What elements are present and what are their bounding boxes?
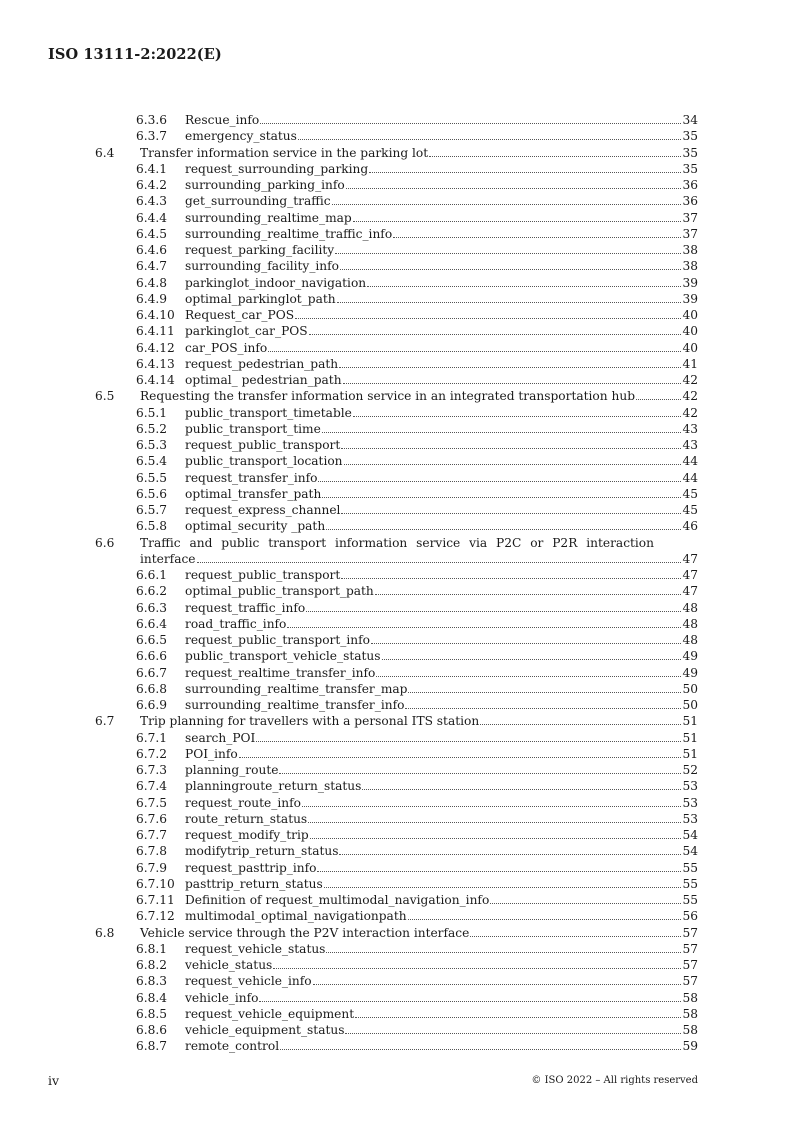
toc-entry-title[interactable]: Vehicle service through the P2V interaction interface	[140, 925, 470, 940]
toc-entry-title[interactable]: surrounding_realtime_transfer_info	[185, 698, 405, 712]
dot-leader	[260, 112, 681, 124]
toc-entry-title[interactable]: route_return_status	[185, 811, 308, 826]
toc-entry-number: 6.4.5	[136, 226, 168, 241]
dot-leader	[343, 372, 682, 384]
toc-entry-page: 54	[682, 844, 698, 859]
toc-entry-page: 57	[682, 958, 698, 972]
dot-leader	[335, 242, 681, 254]
dot-leader	[376, 665, 681, 677]
dot-leader	[341, 567, 681, 579]
toc-entry-title[interactable]: request_vehicle_equipment	[185, 1006, 355, 1021]
toc-entry[interactable]	[0, 405, 793, 421]
dot-leader	[344, 453, 682, 465]
dot-leader	[273, 957, 681, 969]
toc-entry-number: 6.7.9	[136, 860, 168, 875]
toc-entry-number: 6.5.3	[136, 438, 168, 452]
toc-entry-number: 6.4.10	[136, 308, 175, 322]
toc-entry[interactable]	[0, 973, 793, 989]
toc-entry-number: 6.6	[95, 535, 115, 550]
toc-entry-number: 6.4.8	[136, 275, 168, 290]
dot-leader	[353, 210, 682, 222]
toc-entry-title[interactable]: planning_route	[185, 763, 279, 777]
toc-entry[interactable]	[0, 697, 793, 713]
toc-entry-number: 6.4.7	[136, 259, 168, 274]
toc-entry-title[interactable]: request_parking_facility	[185, 243, 335, 257]
toc-entry-title[interactable]: request_transfer_info	[185, 470, 318, 485]
toc-entry-number: 6.5.2	[136, 421, 168, 436]
toc-entry[interactable]	[0, 876, 793, 892]
toc-entry[interactable]	[0, 632, 793, 648]
toc-entry-page: 35	[682, 145, 698, 160]
toc-entry-number: 6.4.6	[136, 243, 168, 257]
toc-entry-page: 42	[682, 405, 698, 420]
toc-entry[interactable]	[0, 453, 793, 469]
toc-entry-number: 6.5.7	[136, 503, 168, 517]
toc-entry[interactable]	[0, 860, 793, 876]
toc-entry-number: 6.6.4	[136, 616, 168, 631]
toc-entry[interactable]	[0, 925, 793, 941]
dot-leader	[367, 275, 681, 287]
toc-entry-page: 57	[682, 941, 698, 956]
toc-entry[interactable]	[0, 1022, 793, 1038]
toc-entry-page: 58	[682, 1006, 698, 1021]
toc-entry[interactable]	[0, 177, 793, 193]
toc-entry-page: 41	[682, 356, 698, 371]
toc-entry[interactable]	[0, 161, 793, 177]
toc-entry-title[interactable]: vehicle_info	[185, 990, 259, 1005]
toc-entry-page: 45	[682, 503, 698, 517]
toc-entry-number: 6.8	[95, 925, 115, 940]
toc-entry-title[interactable]: vehicle_equipment_status	[185, 1023, 345, 1037]
toc-entry-page: 46	[682, 519, 698, 534]
dot-leader	[375, 583, 682, 595]
toc-entry-number: 6.4.11	[136, 324, 175, 339]
toc-entry[interactable]	[0, 470, 793, 486]
dot-leader	[239, 746, 682, 758]
toc-entry-number: 6.4.9	[136, 291, 168, 306]
toc-entry-title[interactable]: optimal_transfer_path	[185, 486, 322, 501]
dot-leader	[340, 258, 681, 270]
toc-entry-page: 55	[682, 876, 698, 891]
toc-entry[interactable]	[0, 795, 793, 811]
toc-entry-number: 6.8.3	[136, 974, 168, 989]
toc-entry-title[interactable]: interface	[140, 551, 196, 566]
toc-entry-title[interactable]: get_surrounding_traffic	[185, 194, 331, 209]
toc-entry-title[interactable]: search_POI	[185, 730, 256, 745]
toc-entry[interactable]	[0, 762, 793, 778]
toc-entry-number: 6.5	[95, 389, 115, 404]
toc-entry-number: 6.8.5	[136, 1006, 168, 1021]
dot-leader	[256, 730, 681, 742]
toc-entry-title[interactable]: request_route_info	[185, 795, 301, 810]
toc-entry[interactable]	[0, 811, 793, 827]
toc-entry-title[interactable]: request_public_transport	[185, 438, 341, 452]
toc-entry-title[interactable]: parkinglot_car_POS	[185, 324, 308, 339]
dot-leader	[324, 876, 682, 888]
toc-entry[interactable]	[0, 502, 793, 518]
toc-entry-title[interactable]: request_vehicle_info	[185, 974, 312, 989]
toc-entry-page: 51	[682, 730, 698, 745]
toc-entry-page: 43	[682, 421, 698, 436]
toc-entry[interactable]	[0, 746, 793, 762]
dot-leader	[339, 843, 681, 855]
dot-leader	[341, 502, 681, 514]
toc-entry-number: 6.4.14	[136, 373, 175, 387]
toc-entry-page: 55	[682, 893, 698, 907]
toc-entry-title[interactable]: road_traffic_info	[185, 616, 287, 631]
dot-leader	[313, 973, 682, 985]
dot-leader	[362, 778, 681, 790]
toc-entry[interactable]	[0, 551, 793, 567]
toc-entry-title[interactable]: request_public_transport_info	[185, 633, 370, 647]
toc-entry-number: 6.4.12	[136, 340, 175, 355]
toc-entry-title[interactable]: request_public_transport	[185, 568, 341, 582]
toc-entry-page: 54	[682, 828, 698, 842]
toc-entry[interactable]	[0, 340, 793, 356]
toc-entry-number: 6.4.1	[136, 161, 168, 176]
toc-entry-number: 6.4.3	[136, 194, 168, 209]
toc-entry-number: 6.6.3	[136, 600, 168, 615]
toc-entry-number: 6.5.6	[136, 486, 168, 501]
toc-entry-title[interactable]: request_realtime_transfer_info	[185, 665, 376, 680]
toc-entry-number: 6.6.2	[136, 584, 168, 599]
dot-leader	[326, 941, 681, 953]
toc-entry-page: 57	[682, 925, 698, 940]
toc-entry-page: 56	[682, 909, 698, 924]
toc-entry-title[interactable]: request_vehicle_status	[185, 941, 326, 956]
toc-entry[interactable]	[0, 778, 793, 794]
dot-leader	[268, 340, 681, 352]
toc-entry-number: 6.5.1	[136, 405, 168, 420]
dot-leader	[322, 486, 681, 498]
toc-entry-page: 51	[682, 714, 698, 729]
dot-leader	[429, 145, 681, 157]
toc-entry-page: 35	[682, 129, 698, 144]
dot-leader	[259, 990, 681, 1002]
toc-entry-page: 36	[682, 194, 698, 209]
toc-entry-title[interactable]: surrounding_realtime_map	[185, 210, 352, 225]
toc-entry[interactable]	[0, 957, 793, 973]
toc-entry-title[interactable]: public_transport_location	[185, 454, 343, 469]
toc-entry-number: 6.7.8	[136, 844, 168, 859]
toc-entry[interactable]	[0, 583, 793, 599]
toc-entry-page: 58	[682, 990, 698, 1005]
dot-leader	[408, 908, 682, 920]
toc-entry-title[interactable]: emergency_status	[185, 129, 297, 144]
dot-leader	[345, 1022, 681, 1034]
toc-entry-page: 48	[682, 600, 698, 615]
dot-leader	[197, 551, 682, 563]
toc-entry[interactable]	[0, 567, 793, 583]
toc-entry-title[interactable]: Transfer information service in the parking lot	[140, 145, 429, 160]
document-id-header: ISO 13111-2:2022(E)	[48, 46, 222, 63]
toc-entry-number: 6.5.5	[136, 470, 168, 485]
toc-entry-page: 38	[682, 259, 698, 274]
toc-entry-page: 58	[682, 1023, 698, 1037]
toc-entry-page: 37	[682, 226, 698, 241]
toc-entry[interactable]	[0, 421, 793, 437]
toc-entry-page: 59	[682, 1039, 698, 1054]
toc-entry[interactable]	[0, 128, 793, 144]
toc-entry-number: 6.8.2	[136, 958, 168, 972]
toc-entry[interactable]	[0, 258, 793, 274]
toc-entry-title[interactable]: pasttrip_return_status	[185, 876, 323, 891]
toc-entry-number: 6.4.4	[136, 210, 168, 225]
toc-entry-page: 43	[682, 438, 698, 452]
toc-entry-page: 39	[682, 275, 698, 290]
dot-leader	[309, 323, 682, 335]
toc-entry-number: 6.7.5	[136, 795, 168, 810]
dot-leader	[318, 470, 681, 482]
dot-leader	[337, 291, 682, 303]
toc-entry-page: 55	[682, 860, 698, 875]
toc-entry-page: 47	[682, 568, 698, 582]
toc-entry-number: 6.8.6	[136, 1023, 168, 1037]
toc-entry-title[interactable]: POI_info	[185, 746, 238, 761]
toc-entry[interactable]	[0, 827, 793, 843]
toc-entry-title[interactable]: optimal_parkinglot_path	[185, 291, 336, 306]
toc-entry-number: 6.7.7	[136, 828, 168, 842]
toc-entry-title[interactable]: Definition of request_multimodal_navigation_info	[185, 893, 490, 907]
toc-entry-page: 40	[682, 340, 698, 355]
toc-entry-title[interactable]: surrounding_parking_info	[185, 178, 345, 192]
toc-entry-title[interactable]: Requesting the transfer information service in an integrated transportation hub	[140, 389, 635, 404]
toc-entry-title[interactable]: request_modify_trip	[185, 828, 309, 842]
toc-entry-title[interactable]: surrounding_facility_info	[185, 259, 340, 274]
toc-entry[interactable]	[0, 307, 793, 323]
dot-leader	[298, 128, 682, 140]
toc-entry-page: 34	[682, 113, 698, 127]
dot-leader	[287, 616, 681, 628]
toc-entry[interactable]	[0, 437, 793, 453]
toc-entry-page: 39	[682, 291, 698, 306]
toc-entry-number: 6.6.8	[136, 681, 168, 696]
toc-entry[interactable]	[0, 681, 793, 697]
toc-entry-title[interactable]: planningroute_return_status	[185, 779, 362, 794]
toc-entry-title[interactable]: Rescue_info	[185, 113, 260, 127]
toc-entry-page: 52	[682, 763, 698, 777]
toc-entry-page: 35	[682, 161, 698, 176]
dot-leader	[636, 388, 681, 400]
dot-leader	[317, 860, 681, 872]
toc-entry-number: 6.7	[95, 714, 115, 729]
toc-entry[interactable]	[0, 145, 793, 161]
dot-leader	[280, 1038, 681, 1050]
toc-entry-page: 38	[682, 243, 698, 257]
toc-entry-number: 6.3.7	[136, 129, 168, 144]
toc-entry[interactable]	[0, 1006, 793, 1022]
toc-entry-page: 42	[682, 389, 698, 404]
toc-entry-title[interactable]: request_express_channel	[185, 503, 341, 517]
dot-leader	[353, 405, 682, 417]
toc-entry-number: 6.8.7	[136, 1039, 168, 1054]
toc-entry-number: 6.4.13	[136, 356, 175, 371]
toc-entry[interactable]	[0, 648, 793, 664]
dot-leader	[405, 697, 681, 709]
toc-entry-number: 6.7.12	[136, 909, 175, 924]
dot-leader	[339, 356, 681, 368]
toc-entry-title[interactable]: public_transport_vehicle_status	[185, 649, 381, 664]
toc-entry-title[interactable]: Request_car_POS	[185, 308, 295, 322]
toc-entry-title[interactable]: optimal_security _path	[185, 519, 326, 534]
toc-entry[interactable]	[0, 713, 793, 729]
toc-entry-title[interactable]: request_pedestrian_path	[185, 356, 339, 371]
toc-entry-number: 6.6.6	[136, 649, 168, 664]
toc-entry-number: 6.4	[95, 145, 115, 160]
dot-leader	[295, 307, 681, 319]
dot-leader	[408, 681, 681, 693]
toc-entry[interactable]	[0, 112, 793, 128]
toc-entry[interactable]	[0, 291, 793, 307]
toc-entry-title[interactable]: optimal_public_transport_path	[185, 584, 374, 599]
toc-entry[interactable]	[0, 242, 793, 258]
dot-leader	[490, 892, 681, 904]
toc-entry-page: 40	[682, 308, 698, 322]
toc-entry-page: 53	[682, 811, 698, 826]
toc-entry-title[interactable]: public_transport_time	[185, 421, 321, 436]
dot-leader	[382, 648, 682, 660]
toc-entry-number: 6.6.1	[136, 568, 168, 582]
toc-entry-page: 47	[682, 584, 698, 599]
toc-entry[interactable]	[0, 990, 793, 1006]
dot-leader	[306, 600, 681, 612]
toc-entry-page: 44	[682, 454, 698, 469]
toc-entry-title[interactable]: request_pasttrip_info	[185, 860, 317, 875]
toc-entry-page: 45	[682, 486, 698, 501]
dot-leader	[480, 713, 681, 725]
dot-leader	[326, 518, 681, 530]
dot-leader	[302, 795, 682, 807]
toc-entry-title[interactable]: optimal_ pedestrian_path	[185, 373, 342, 387]
dot-leader	[322, 421, 682, 433]
toc-entry[interactable]	[0, 908, 793, 924]
dot-leader	[332, 193, 682, 205]
toc-entry-page: 50	[682, 698, 698, 712]
toc-entry-number: 6.8.4	[136, 990, 168, 1005]
toc-entry-number: 6.5.4	[136, 454, 168, 469]
toc-entry[interactable]	[0, 941, 793, 957]
toc-entry-title[interactable]: parkinglot_indoor_navigation	[185, 275, 367, 290]
toc-entry-page: 53	[682, 795, 698, 810]
toc-entry-number: 6.7.11	[136, 893, 175, 907]
toc-entry-page: 51	[682, 746, 698, 761]
toc-entry[interactable]	[0, 372, 793, 388]
toc-entry-title[interactable]: multimodal_optimal_navigationpath	[185, 909, 407, 924]
toc-entry[interactable]	[0, 600, 793, 616]
toc-entry[interactable]	[0, 275, 793, 291]
toc-entry-number: 6.7.6	[136, 811, 168, 826]
toc-entry-page: 53	[682, 779, 698, 794]
toc-entry-title[interactable]: Trip planning for travellers with a personal ITS station	[140, 714, 480, 729]
toc-entry-number: 6.7.1	[136, 730, 168, 745]
toc-entry-title[interactable]: request_traffic_info	[185, 600, 306, 615]
dot-leader	[308, 811, 681, 823]
toc-entry[interactable]	[0, 616, 793, 632]
toc-entry-number: 6.3.6	[136, 113, 168, 127]
toc-entry-number: 6.8.1	[136, 941, 168, 956]
toc-entry-title[interactable]: surrounding_realtime_traffic_info	[185, 226, 393, 241]
toc-entry[interactable]	[0, 730, 793, 746]
toc-entry-page: 50	[682, 681, 698, 696]
toc-entry-page: 48	[682, 633, 698, 647]
toc-entry-number: 6.7.3	[136, 763, 168, 777]
toc-entry-title[interactable]: request_surrounding_parking	[185, 161, 369, 176]
toc-entry-page: 49	[682, 665, 698, 680]
toc-entry-page: 48	[682, 616, 698, 631]
toc-entry-number: 6.6.5	[136, 633, 168, 647]
toc-entry-number: 6.4.2	[136, 178, 168, 192]
toc-entry[interactable]	[0, 356, 793, 372]
toc-entry[interactable]	[0, 388, 793, 404]
toc-entry-title[interactable]: modifytrip_return_status	[185, 844, 339, 859]
toc-entry-page: 37	[682, 210, 698, 225]
toc-entry-page: 40	[682, 324, 698, 339]
toc-entry[interactable]	[0, 193, 793, 209]
dot-leader	[346, 177, 682, 189]
toc-entry-number: 6.7.10	[136, 876, 175, 891]
toc-entry-number: 6.5.8	[136, 519, 168, 534]
toc-entry[interactable]	[0, 892, 793, 908]
dot-leader	[371, 632, 682, 644]
toc-entry-number: 6.7.4	[136, 779, 168, 794]
dot-leader	[279, 762, 681, 774]
toc-entry-number: 6.7.2	[136, 746, 168, 761]
toc-entry-page: 36	[682, 178, 698, 192]
dot-leader	[355, 1006, 681, 1018]
toc-entry-title[interactable]: car_POS_info	[185, 340, 268, 355]
toc-entry-number: 6.6.9	[136, 698, 168, 712]
toc-entry[interactable]	[0, 843, 793, 859]
toc-entry-title[interactable]: surrounding_realtime_transfer_map	[185, 681, 408, 696]
toc-entry-page: 47	[682, 551, 698, 566]
toc-entry-page: 44	[682, 470, 698, 485]
toc-entry[interactable]	[0, 665, 793, 681]
dot-leader	[470, 925, 681, 937]
toc-entry[interactable]	[0, 210, 793, 226]
toc-entry[interactable]	[0, 226, 793, 242]
toc-entry-number: 6.6.7	[136, 665, 168, 680]
dot-leader	[341, 437, 681, 449]
toc-entry-title-line1[interactable]: Traffic and public transport information service via P2C or P2R interaction	[140, 535, 654, 550]
toc-entry-title[interactable]: public_transport_timetable	[185, 405, 352, 420]
toc-entry[interactable]	[0, 323, 793, 339]
toc-entry-title[interactable]: remote_control	[185, 1039, 280, 1054]
dot-leader	[393, 226, 681, 238]
toc-entry-page: 42	[682, 373, 698, 387]
toc-entry[interactable]	[0, 486, 793, 502]
toc-entry-page: 49	[682, 649, 698, 664]
toc-entry-page: 57	[682, 974, 698, 989]
toc-entry[interactable]	[0, 1038, 793, 1054]
copyright-notice: © ISO 2022 – All rights reserved	[531, 1075, 698, 1086]
toc-entry-title[interactable]: vehicle_status	[185, 958, 273, 972]
dot-leader	[369, 161, 681, 173]
page-number: iv	[48, 1073, 60, 1088]
toc-entry[interactable]	[0, 518, 793, 534]
dot-leader	[310, 827, 682, 839]
